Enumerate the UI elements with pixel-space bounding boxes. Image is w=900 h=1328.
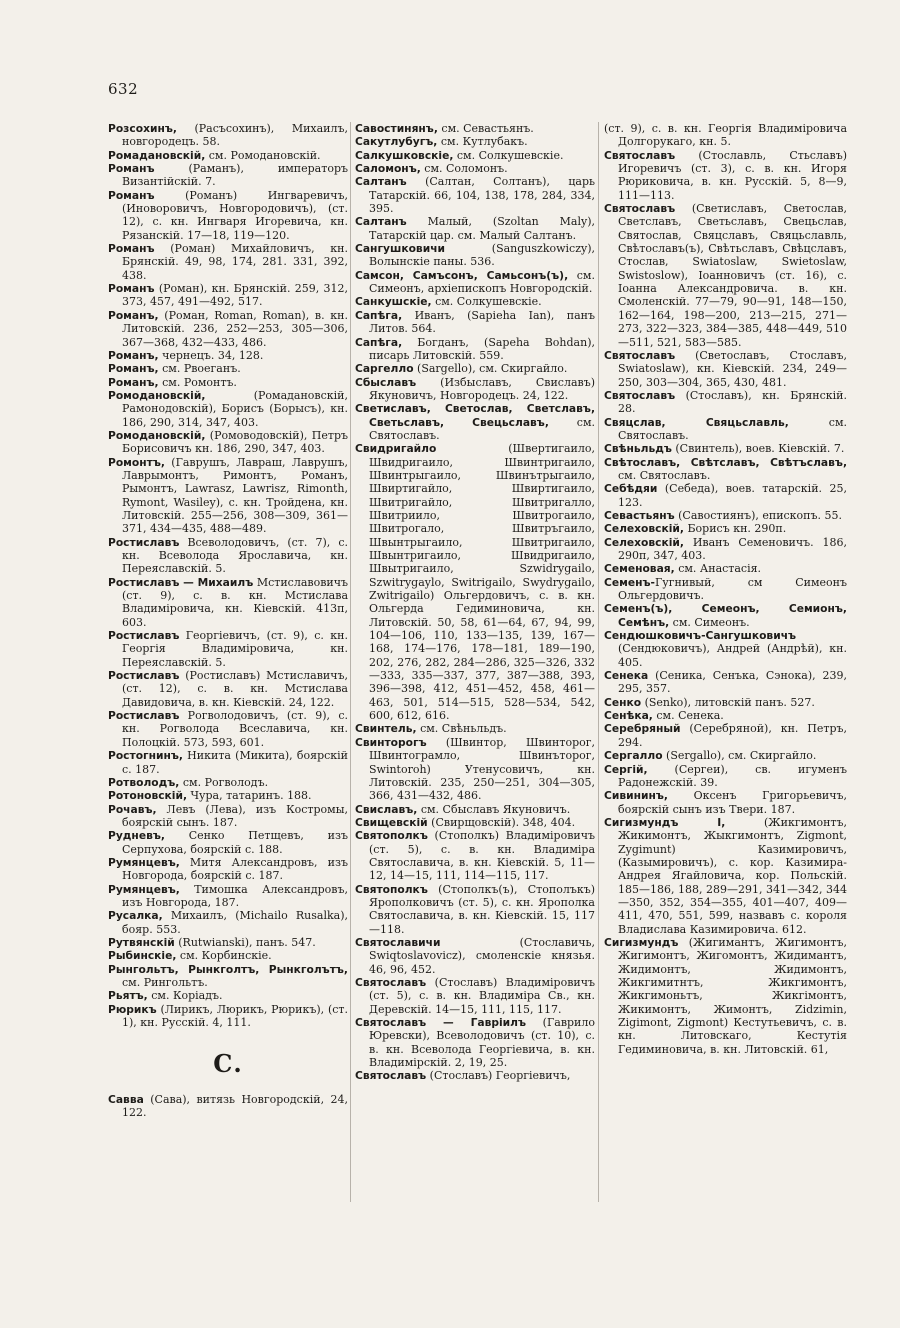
index-entry (604, 763, 847, 790)
index-entry (355, 722, 595, 735)
index-entry (355, 803, 595, 816)
entry-text: (Сава), витязь Новгородскій, 24, 122. (122, 1092, 348, 1120)
entry-headword: Святославъ (355, 1069, 427, 1083)
entry-text: см. Святославъ. (618, 415, 847, 442)
entry-headword: Святославъ (604, 388, 676, 402)
entry-headword: Свиславъ, (355, 802, 418, 816)
entry-headword: Селеховскій, (604, 535, 684, 549)
entry-headword: Светиславъ, Светослав, Светславъ, Светьславъ, Свецьславъ, (355, 402, 595, 429)
entry-text: см. Сбыславъ Якуновичъ. (417, 802, 571, 816)
index-entry (604, 789, 847, 816)
entry-headword: Семенъ- (604, 575, 655, 589)
index-entry (355, 295, 595, 308)
entry-headword: Свѣньльдъ (604, 442, 672, 456)
entry-headword: Рочавъ, (108, 802, 157, 816)
entry-headword: Сапѣга, (355, 308, 403, 322)
index-entry (108, 629, 348, 669)
entry-text: см. Солкушевскіе. (431, 295, 542, 309)
entry-text: Михаилъ, (Michailo Rusalka), бояр. 553. (122, 909, 348, 936)
index-entry (355, 362, 595, 375)
index-entry (108, 362, 348, 375)
entry-text: (Стославичь, Swiqtoslavovicz), смоленскіе князья. 46, 96, 452. (369, 935, 595, 976)
entry-headword: Ростиславъ (108, 629, 180, 643)
entry-text: (Стополкъ(ъ), Стополъкъ) Ярополковичъ (ст. 5), с. кн. Ярополка Святославича, в. кн. Кіевскій. 15, 117—118. (369, 882, 595, 936)
entry-text: Гугнивый, см Симеонъ Ольгердовичъ. (618, 575, 847, 603)
index-entry (108, 282, 348, 309)
entry-headword: Свѣтославъ, Свѣтславъ, Свѣтъславъ, (604, 455, 847, 469)
entry-headword: Семенъ(ъ), Семеонъ, Семионъ, Семѣнъ, (604, 602, 847, 629)
entry-headword: Романъ (108, 188, 155, 202)
index-entry (604, 562, 847, 575)
entry-text: см. Святославъ. (618, 468, 711, 482)
entry-text: (Ростиславъ) Мстиславичъ, (ст. 12), с. в. кн. Мстислава Давидовича, в. кн. Кіевскій. 24, 122. (122, 669, 348, 709)
index-entry (108, 989, 348, 1002)
column-divider (598, 122, 599, 1202)
entry-text: Оксенъ Григорьевичъ, боярскій сынъ изъ Твери. 187. (618, 789, 847, 816)
entry-text: Георгіевичъ, (ст. 9), с. кн. Георгія Владиміровича, кн. Переяславскій. 5. (122, 629, 348, 669)
index-entry (355, 215, 595, 242)
entry-headword: Романъ (108, 162, 155, 176)
entry-text: (Серебряной), кн. Петръ, 294. (618, 722, 847, 749)
entry-headword: Сапѣга, (355, 335, 403, 349)
entry-headword: Рыбинскіе, (108, 949, 177, 963)
entry-text: (Стославъ) Георгіевичъ, (426, 1069, 571, 1083)
entry-text: см. Симеонъ. (669, 615, 750, 629)
entry-text: (Свинтель), воев. Кіевскій. 7. (671, 442, 845, 456)
entry-text: см. Ромодановскій. (205, 148, 321, 162)
entry-headword: Свищевскій (355, 815, 428, 829)
entry-headword: Романъ, (108, 362, 159, 376)
index-entry (108, 189, 348, 242)
index-entry (355, 1016, 595, 1069)
entry-text: (Романъ) Ингваревичъ, (Иноворовичъ, Новгородовичъ), (ст. 12), с. кн. Ингваря Игоревича, кн. Рязанскій. 17—18, 119—120. (122, 188, 348, 242)
index-entry (108, 376, 348, 389)
entry-text: (Швинтор, Швинторог, Швинтограмло, Швинъторог, Swintoroh) Утенусовичъ, кн. Литовскій. 235, 250—251, 304—305, 366, 431—432, 486. (369, 735, 595, 803)
entry-headword: Ростиславъ (108, 669, 180, 683)
entry-text: Мстиславовичъ (ст. 9), с. в. кн. Мстислава Владиміровича, кн. Кіевскій. 413п, 603. (122, 575, 348, 629)
entry-headword: Романъ (108, 242, 155, 256)
index-entry (355, 135, 595, 148)
index-entry (108, 1003, 348, 1030)
entry-headword: Русалка, (108, 909, 163, 923)
index-entry (108, 576, 348, 629)
index-entry (108, 936, 348, 949)
entry-text: (Сеника, Сенъка, Сэнока), 239, 295, 357. (618, 669, 847, 696)
entry-headword: Сендюшковичъ-Сангушковичъ (604, 629, 797, 643)
entry-text: (Светославъ, Стославъ, Swiatoslaw), кн. Кіевскій. 234, 249—250, 303—304, 365, 430, 481. (618, 348, 847, 389)
entry-headword: Романъ (108, 282, 155, 296)
index-entry (355, 829, 595, 882)
index-entry (355, 242, 595, 269)
entry-text: см. Анастасія. (674, 562, 762, 576)
entry-headword: Румянцевъ, (108, 855, 180, 869)
entry-headword: Свинтель, (355, 722, 417, 736)
index-entry (604, 576, 847, 603)
entry-headword: Себѣдяи (604, 482, 658, 496)
entry-headword: Семеновая, (604, 562, 675, 576)
index-entry (604, 602, 847, 629)
entry-headword: Святославъ (604, 202, 676, 216)
entry-text: (Жикгимонтъ, Жикимонтъ, Жыкгимонтъ, Zigmont, Zygimunt) Казимировичъ, (Казымировичъ), с. кор. Казимира-Андрея Ягайловича, кор. Польскій. 185—186, 188, 289—291, 341—342, 344—350, 352, 354—355, 401—407, 409—411, 470, 551, 599, назвавъ с. короля Владислава Казимировича. 612. (618, 815, 847, 936)
index-entry (108, 856, 348, 883)
entry-text: (Сендюковичъ), Андрей (Андрѣй), кн. 405. (618, 642, 847, 669)
entry-text: (Роман, Roman, Roman), в. кн. Литовскій. 236, 252—253, 305—306, 367—368, 432—433, 486. (122, 308, 348, 349)
index-entry (604, 696, 847, 709)
entry-text: Чура, татаринъ. 188. (187, 789, 312, 803)
index-entry (108, 949, 348, 962)
entry-headword: Самсон, Самъсонъ, Самьсонъ(ъ), (355, 268, 569, 282)
entry-text: (Расъсохинъ), Михаилъ, новгородецъ. 58. (122, 122, 348, 149)
entry-text: (Гаврушъ, Лавраш, Лаврушъ, Лаврымонтъ, Римонтъ, Романъ, Рымонтъ, Lawrasz, Lawrisz, Rimonth, Rymont, Wasiley), с. кн. Тройдена, кн. Литовскій. 255—256, 308—309, 361—371, 434—435, 488—489. (122, 455, 348, 536)
entry-text: см. Корбинскіе. (176, 949, 272, 963)
entry-text: (Раманъ), императоръ Византійскій. 7. (122, 162, 348, 189)
index-entry (604, 749, 847, 762)
index-entry (108, 122, 348, 149)
entry-text: (Sergallo), см. Скиргайло. (662, 749, 817, 763)
index-entry (108, 803, 348, 830)
entry-text: (Sargello), см. Скиргайло. (413, 362, 568, 376)
index-entry (604, 509, 847, 522)
entry-text: Левъ (Лева), изъ Костромы, боярскій сынъ. 187. (122, 802, 348, 829)
entry-headword: Святославъ — Гавріилъ (355, 1016, 527, 1030)
entry-headword: Святополкъ (355, 829, 428, 843)
index-entry (108, 749, 348, 776)
entry-headword: Салтанъ (355, 175, 407, 189)
index-entry (604, 816, 847, 936)
entry-headword: Сергій, (604, 762, 648, 776)
entry-list (108, 122, 348, 1029)
entry-text: см. Свѣньльдъ. (416, 722, 507, 736)
index-entry (604, 629, 847, 669)
index-entry (108, 389, 348, 429)
index-entry (604, 456, 847, 483)
page-number: 632 (108, 80, 139, 98)
index-entry (108, 669, 348, 709)
entry-headword: Ротоновскій, (108, 789, 188, 803)
entry-headword: Рынгольтъ, Рынкголтъ, Рынкголътъ, (108, 962, 348, 976)
entry-text: (Салтан, Солтанъ), царь Татарскій. 66, 104, 138, 178, 284, 334, 395. (369, 175, 595, 216)
index-entry (355, 269, 595, 296)
entry-headword: Ромадановскій, (108, 148, 206, 162)
entry-headword: Свяцслав, Свяцьславль, (604, 415, 789, 429)
index-entry (108, 242, 348, 282)
index-entry (108, 909, 348, 936)
entry-text: см. Рингольтъ. (122, 976, 208, 989)
index-entry (355, 1069, 595, 1082)
entry-text: (Светиславъ, Светослав, Светславъ, Светьславъ, Свецьслав, Святослав, Свяцславъ, Свяцьславль, Свѣтославъ(ъ), Свѣтьславъ, Свѣцславъ, Стослав, Swiatoslaw, Swietoslaw, Swistoslow), Іоанновичъ (ст. 16), с. Іоанна Александровича. в. кн. Смоленскій. 77—79, 90—91, 148—150, 162—164, 198—200, 213—215, 271—273, 322—323, 384—385, 448—449, 510—511, 521, 583—585. (618, 202, 847, 349)
entry-headword: Свидригайло (355, 442, 437, 456)
entry-text: см. Сенека. (652, 709, 724, 723)
entry-text: (Стославль, Стьславъ) Игоревичъ (ст. 3), с. в. кн. Игоря Рюриковича, в. кн. Русскій. 5, 8—9, 111—113. (618, 148, 847, 202)
index-entry (604, 149, 847, 202)
entry-text: (Senko), литовскій панъ. 527. (641, 695, 815, 709)
entry-text: (Себеда), воев. татарскій. 25, 123. (618, 482, 847, 509)
entry-text: см. Солкушевскіе. (453, 148, 564, 162)
entry-headword: Свинторогъ (355, 735, 427, 749)
entry-headword: Севастьянъ (604, 508, 675, 522)
entry-headword: Савостинянъ, (355, 122, 438, 135)
entry-text: см. Ромонтъ. (158, 375, 237, 389)
index-entry (108, 963, 348, 990)
entry-text: (Избыславъ, Свиславъ) Якуновичъ, Новгородецъ. 24, 122. (369, 375, 595, 402)
entry-headword: Романъ, (108, 375, 159, 389)
entry-text: см. Коріадъ. (147, 989, 223, 1003)
index-entry (604, 349, 847, 389)
entry-text: Иванъ, (Sapieha Ian), панъ Литов. 564. (369, 308, 595, 336)
entry-text: (Стополкъ) Владиміровичъ (ст. 5), с. в. кн. Владиміра Святославича, в. кн. Кіевскій. 5, 11—12, 14—15, 111, 114—115, 117. (369, 829, 595, 883)
entry-headword: Святославъ (604, 148, 676, 162)
entry-headword: Саргелло (355, 362, 414, 376)
entry-headword: Ротволодъ, (108, 775, 180, 789)
entry-text: Сенко Петщевъ, изъ Серпухова, боярскій с. 188. (122, 829, 348, 856)
index-entry (604, 536, 847, 563)
index-entry (604, 709, 847, 722)
entry-headword: Романъ, (108, 308, 159, 322)
entry-headword: Ромодановскій, (108, 428, 206, 442)
section-letter: С. (213, 1049, 243, 1079)
entry-headword: Святославъ (355, 976, 427, 989)
entry-text: (Сергеи), св. игуменъ Радонежскій. 39. (618, 762, 847, 789)
entry-list (355, 122, 595, 1083)
index-entry (355, 309, 595, 336)
entry-text: Богданъ, (Sapeha Bohdan), писарь Литовскій. 559. (369, 335, 595, 362)
entry-text: (ст. 9), с. в. кн. Георгія Владиміровича Долгорукаго, кн. 5. (604, 122, 847, 149)
index-entry (355, 976, 595, 1016)
entry-headword: Сигизмундъ I, (604, 815, 726, 829)
index-entry (108, 1093, 348, 1120)
index-entry (604, 522, 847, 535)
entry-text: (Rutwianski), панъ. 547. (174, 935, 316, 949)
index-entry (355, 402, 595, 442)
index-entry (108, 776, 348, 789)
entry-text: (Савостиянъ), епископъ. 55. (674, 508, 842, 522)
entry-headword: Ромонтъ, (108, 455, 165, 469)
index-entry (604, 669, 847, 696)
index-entry (604, 442, 847, 455)
entry-headword: Святославичи (355, 935, 441, 949)
entry-headword: Румянцевъ, (108, 882, 180, 896)
entry-headword: Саломонъ, (355, 162, 421, 176)
column-divider (350, 122, 351, 1202)
index-entry (108, 309, 348, 349)
entry-headword: Святополкъ (355, 882, 428, 896)
entry-headword: Романъ, (108, 348, 159, 362)
entry-text: (Стославъ) Владиміровичъ (ст. 5), с. в. кн. Владиміра Св., кн. Деревскій. 14—15, 111, 115, 117. (369, 976, 595, 1016)
entry-text: Всеволодовичъ, (ст. 7), с. кн. Всеволода Ярославича, кн. Переяславскій. 5. (122, 535, 348, 576)
index-entry (108, 456, 348, 536)
entry-text: см. Рогволодъ. (179, 775, 269, 789)
index-entry (604, 122, 847, 149)
entry-headword: Савва (108, 1092, 144, 1106)
entry-headword: Святославъ (604, 348, 676, 362)
entry-text: Тимошка Александровъ, изъ Новгорода, 187. (122, 882, 348, 909)
index-entry (355, 376, 595, 403)
index-entry (108, 536, 348, 576)
entry-text: (Роман), кн. Брянскій. 259, 312, 373, 457, 491—492, 517. (122, 282, 348, 309)
index-entry (355, 175, 595, 215)
entry-headword: Сивининъ, (604, 789, 668, 803)
entry-headword: Сенѣка, (604, 709, 653, 723)
index-entry (355, 816, 595, 829)
index-entry (355, 736, 595, 803)
index-entry (108, 149, 348, 162)
entry-headword: Сакутлубугъ, (355, 135, 438, 149)
entry-headword: Рудневъ, (108, 829, 165, 843)
entry-text: (Роман) Михайловичъ, кн. Брянскій. 49, 98, 174, 281. 331, 392, 438. (122, 242, 348, 282)
entry-headword: Санкушскіе, (355, 295, 432, 309)
entry-text: см. Рвоеганъ. (158, 362, 241, 376)
index-entry (604, 482, 847, 509)
index-entry (355, 149, 595, 162)
entry-text: (Швертигаило, Швидригаило, Швинтригаило, Швинтрыгаило, Швинътрыгаило, Швиртигайло, Швиртигаило, Швитригайло, Швитригалло, Швитриило, Швитрогаило, Швитрогало, Швитръгаило, Швынтрыгаило, Швитригаило, Швынтригаило, Швидригаило, Швытригаило, Szwidrygailo, Szwitrygaylo, Switrigailo, Swydrygailo, Zwitrigailo) Ольгердовичъ, с. в. кн. Ольгерда Гедиминовича, кн. Литовскій. 50, 58, 61—64, 67, 94, 99, 104—106, 110, 133—135, 139, 167—168, 174—176, 178—181, 189—190, 202, 276, 282, 284—286, 325—326, 332—333, 335—337, 377, 387—388, 393, 396—398, 412, 451—452, 458, 461—463, 501, 514—515, 528—534, 542, 600, 612, 616. (369, 442, 595, 723)
entry-text: Никита (Микита), боярскій с. 187. (122, 749, 348, 776)
index-entry (108, 829, 348, 856)
entry-headword: Сбыславъ (355, 375, 417, 389)
index-entry (108, 162, 348, 189)
entry-list (604, 122, 847, 1056)
entry-headword: Салтанъ (355, 215, 407, 229)
entry-text: Митя Александровъ, изъ Новгорода, боярскій с. 187. (122, 855, 348, 883)
entry-headword: Серебряный (604, 722, 681, 736)
index-entry (604, 202, 847, 349)
index-entry (108, 349, 348, 362)
entry-headword: Ромодановскій, (108, 388, 206, 402)
entry-text: см. Севастьянъ. (437, 122, 534, 135)
entry-text: (Свирщовскій). 348, 404. (427, 815, 576, 829)
index-entry (604, 936, 847, 1056)
entry-list (108, 1093, 348, 1120)
entry-headword: Сергалло (604, 749, 663, 763)
entry-text: Иванъ Семеновичъ. 186, 290п, 347, 403. (618, 535, 847, 562)
entry-text: Борисъ кн. 290п. (683, 522, 787, 536)
entry-text: см. Святославъ. (369, 415, 595, 442)
entry-text: Малый, (Szoltan Maly), Татарскій цар. см. Малый Салтанъ. (369, 215, 595, 242)
index-entry (355, 336, 595, 363)
index-entry (108, 429, 348, 456)
index-column-3 (604, 122, 847, 1056)
entry-headword: Ростиславъ (108, 709, 180, 723)
index-entry (108, 709, 348, 749)
entry-text: см. Симеонъ, архіепископъ Новгородскій. (369, 268, 595, 296)
entry-headword: Сенко (604, 695, 642, 709)
entry-text: Рогволодовичъ, (ст. 9), с. кн. Рогволода Всеславича, кн. Полоцкій. 573, 593, 601. (122, 709, 348, 749)
entry-text: (Ромадановскій, Рамонодовскій), Борисъ (Борысъ), кн. 186, 290, 314, 347, 403. (122, 388, 348, 429)
index-column-1 (108, 122, 348, 1119)
entry-headword: Ростогнинъ, (108, 749, 183, 763)
entry-text: (Гаврило Юревски), Всеволодовичъ (ст. 10), с. в. кн. Всеволода Георгіевича, в. кн. Владимірскій. 2, 19, 25. (369, 1016, 595, 1070)
entry-headword: Сангушковичи (355, 242, 446, 256)
entry-headword: Сигизмундъ (604, 935, 679, 949)
entry-text: см. Соломонъ. (420, 162, 508, 176)
index-entry (604, 389, 847, 416)
entry-headword: Ростиславъ — Михаилъ (108, 575, 254, 589)
entry-headword: Рутвянскій (108, 935, 175, 949)
entry-headword: Розсохинъ, (108, 122, 177, 135)
entry-text: чернецъ. 34, 128. (158, 348, 264, 362)
entry-headword: Рюрикъ (108, 1002, 157, 1016)
entry-headword: Ростиславъ (108, 535, 180, 549)
entry-headword: Селеховскій, (604, 522, 684, 536)
entry-headword: Сенека (604, 669, 649, 683)
entry-text: см. Кутлубакъ. (437, 135, 528, 149)
entry-headword: Салкушковскіе, (355, 148, 454, 162)
entry-text: (Жигимантъ, Жигимонтъ, Жигимонтъ, Жигомонтъ, Жидимантъ, Жидимонтъ, Жидимонтъ, Жикгимитнтъ, Жикгимонтъ, Жикгимоньтъ, Жикгімонтъ, Жикимонтъ, Жимонтъ, Zidzimin, Zigimont, Zigmont) Кестутьевичъ, с. в. кн. Литовскаго, Кестутія Гедиминовича, в. кн. Литовскій. 61, (618, 935, 847, 1056)
entry-headword: Рьятъ, (108, 989, 148, 1003)
index-entry (108, 883, 348, 910)
entry-text: (Стославъ), кн. Брянскій. 28. (618, 388, 847, 416)
index-entry (355, 162, 595, 175)
index-entry (355, 936, 595, 976)
entry-text: (Лирикъ, Люрикъ, Рюрикъ), (ст. 1), кн. Русскій. 4, 111. (122, 1002, 348, 1030)
index-entry (355, 883, 595, 936)
index-entry (604, 722, 847, 749)
entry-text: (Sanguszkowiczy), Волынскіе паны. 536. (369, 242, 595, 269)
index-entry (355, 122, 595, 135)
index-entry (604, 416, 847, 443)
entry-text: (Ромоводовскій), Петръ Борисовичъ кн. 186, 290, 347, 403. (122, 428, 348, 456)
index-entry (108, 789, 348, 802)
index-entry (355, 442, 595, 722)
index-column-2 (355, 122, 595, 1083)
